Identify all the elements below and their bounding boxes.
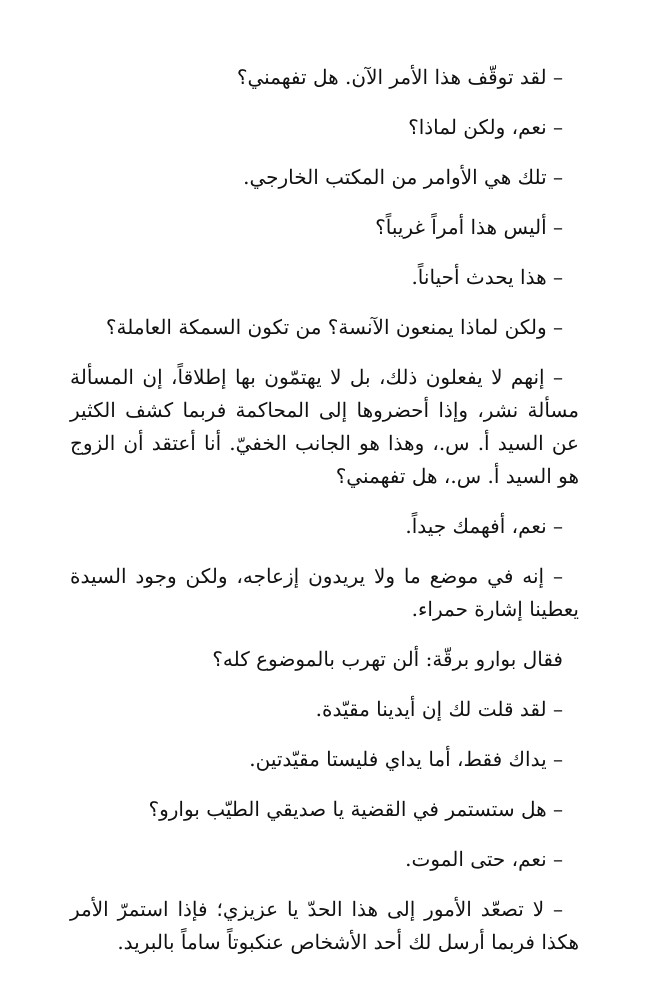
paragraph: – هذا يحدث أحياناً. — [411, 265, 563, 289]
paragraph: – نعم، أفهمك جيداً. — [405, 514, 563, 538]
paragraph: – تلك هي الأوامر من المكتب الخارجي. — [243, 165, 563, 189]
paragraph: – هل ستستمر في القضية يا صديقي الطيّب بوارو؟ — [148, 797, 563, 821]
paragraph: فقال بوارو برقّة: ألن تهرب بالموضوع كله؟ — [212, 647, 563, 671]
paragraph: – لا تصعّد الأمور إلى هذا الحدّ يا عزيزي؛ فإذا استمرّ الأمر هكذا فربما أرسل لك أحد الأشخاص عنكبوتاً ساماً بالبريد. — [70, 897, 579, 954]
paragraph: – ولكن لماذا يمنعون الآنسة؟ من تكون السمكة العاملة؟ — [105, 315, 563, 339]
paragraph: – نعم، حتى الموت. — [405, 847, 563, 871]
paragraph: – إنه في موضع ما ولا يريدون إزعاجه، ولكن وجود السيدة يعطينا إشارة حمراء. — [70, 564, 579, 621]
paragraph: – نعم، ولكن لماذا؟ — [408, 115, 563, 139]
paragraph: – أليس هذا أمراً غريباً؟ — [375, 215, 563, 239]
paragraph: – لقد قلت لك إن أيدينا مقيّدة. — [315, 697, 563, 721]
paragraph: – يداك فقط، أما يداي فليستا مقيّدتين. — [249, 747, 563, 771]
paragraph: – إنهم لا يفعلون ذلك، بل لا يهتمّون بها إطلاقاً، إن المسألة مسألة نشر، وإذا أحضروها إلى المحاكمة فربما كشف الكثير عن السيد أ. س.، وهذا هو الجانب الخفيّ. أنا أعتقد أن الزوج هو السيد أ. س.، هل تفهمني؟ — [70, 365, 579, 488]
paragraph: – لقد توقّف هذا الأمر الآن. هل تفهمني؟ — [236, 65, 563, 89]
